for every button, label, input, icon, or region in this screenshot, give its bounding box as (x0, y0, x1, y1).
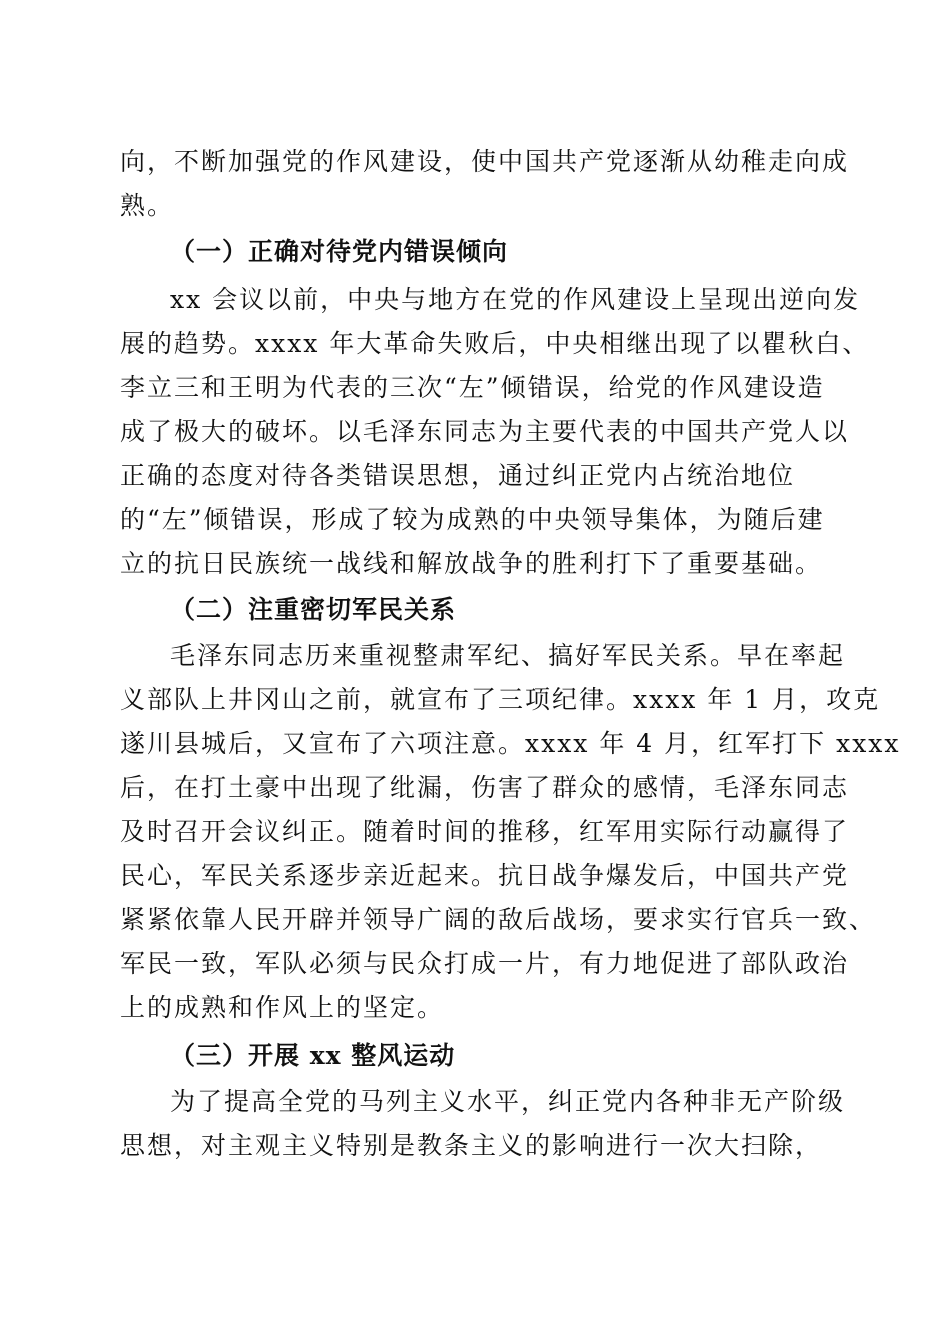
body-text-line: 义部队上井冈山之前，就宣布了三项纪律。xxxx 年 1 月，攻克 (120, 685, 881, 714)
body-text-line: 成了极大的破坏。以毛泽东同志为主要代表的中国共产党人以 (120, 417, 850, 446)
section-heading-1: （一）正确对待党内错误倾向 (170, 237, 509, 266)
body-text-line: 正确的态度对待各类错误思想，通过纠正党内占统治地位 (120, 461, 796, 490)
body-text-line: xx 会议以前，中央与地方在党的作风建设上呈现出逆向发 (170, 285, 861, 314)
section-heading-3: （三）开展 xx 整风运动 (170, 1041, 456, 1070)
body-text-line: 遂川县城后，又宣布了六项注意。xxxx 年 4 月，红军打下 xxxx (120, 729, 901, 758)
body-text-line: 熟。 (120, 191, 175, 220)
body-text-line: 民心，军民关系逐步亲近起来。抗日战争爆发后，中国共产党 (120, 861, 850, 890)
section-heading-2: （二）注重密切军民关系 (170, 595, 457, 624)
body-text-line: 后，在打土豪中出现了纰漏，伤害了群众的感情，毛泽东同志 (120, 773, 850, 802)
body-text-line: 上的成熟和作风上的坚定。 (120, 993, 445, 1022)
body-text-line: 为了提高全党的马列主义水平，纠正党内各种非无产阶级 (170, 1087, 846, 1116)
body-text-line: 的“左”倾错误，形成了较为成熟的中央领导集体，为随后建 (120, 505, 825, 534)
body-text-line: 毛泽东同志历来重视整肃军纪、搞好军民关系。早在率起 (170, 641, 846, 670)
body-text-line: 军民一致，军队必须与民众打成一片，有力地促进了部队政治 (120, 949, 850, 978)
body-text-line: 展的趋势。xxxx 年大革命失败后，中央相继出现了以瞿秋白、 (120, 329, 870, 358)
body-text-line: 及时召开会议纠正。随着时间的推移，红军用实际行动赢得了 (120, 817, 850, 846)
body-text-line: 思想，对主观主义特别是教条主义的影响进行一次大扫除， (120, 1131, 823, 1160)
body-text-line: 李立三和王明为代表的三次“左”倾错误，给党的作风建设造 (120, 373, 825, 402)
body-text-line: 紧紧依靠人民开辟并领导广阔的敌后战场，要求实行官兵一致、 (120, 905, 877, 934)
body-text-line: 立的抗日民族统一战线和解放战争的胜利打下了重要基础。 (120, 549, 823, 578)
body-text-line: 向，不断加强党的作风建设，使中国共产党逐渐从幼稚走向成 (120, 147, 850, 176)
